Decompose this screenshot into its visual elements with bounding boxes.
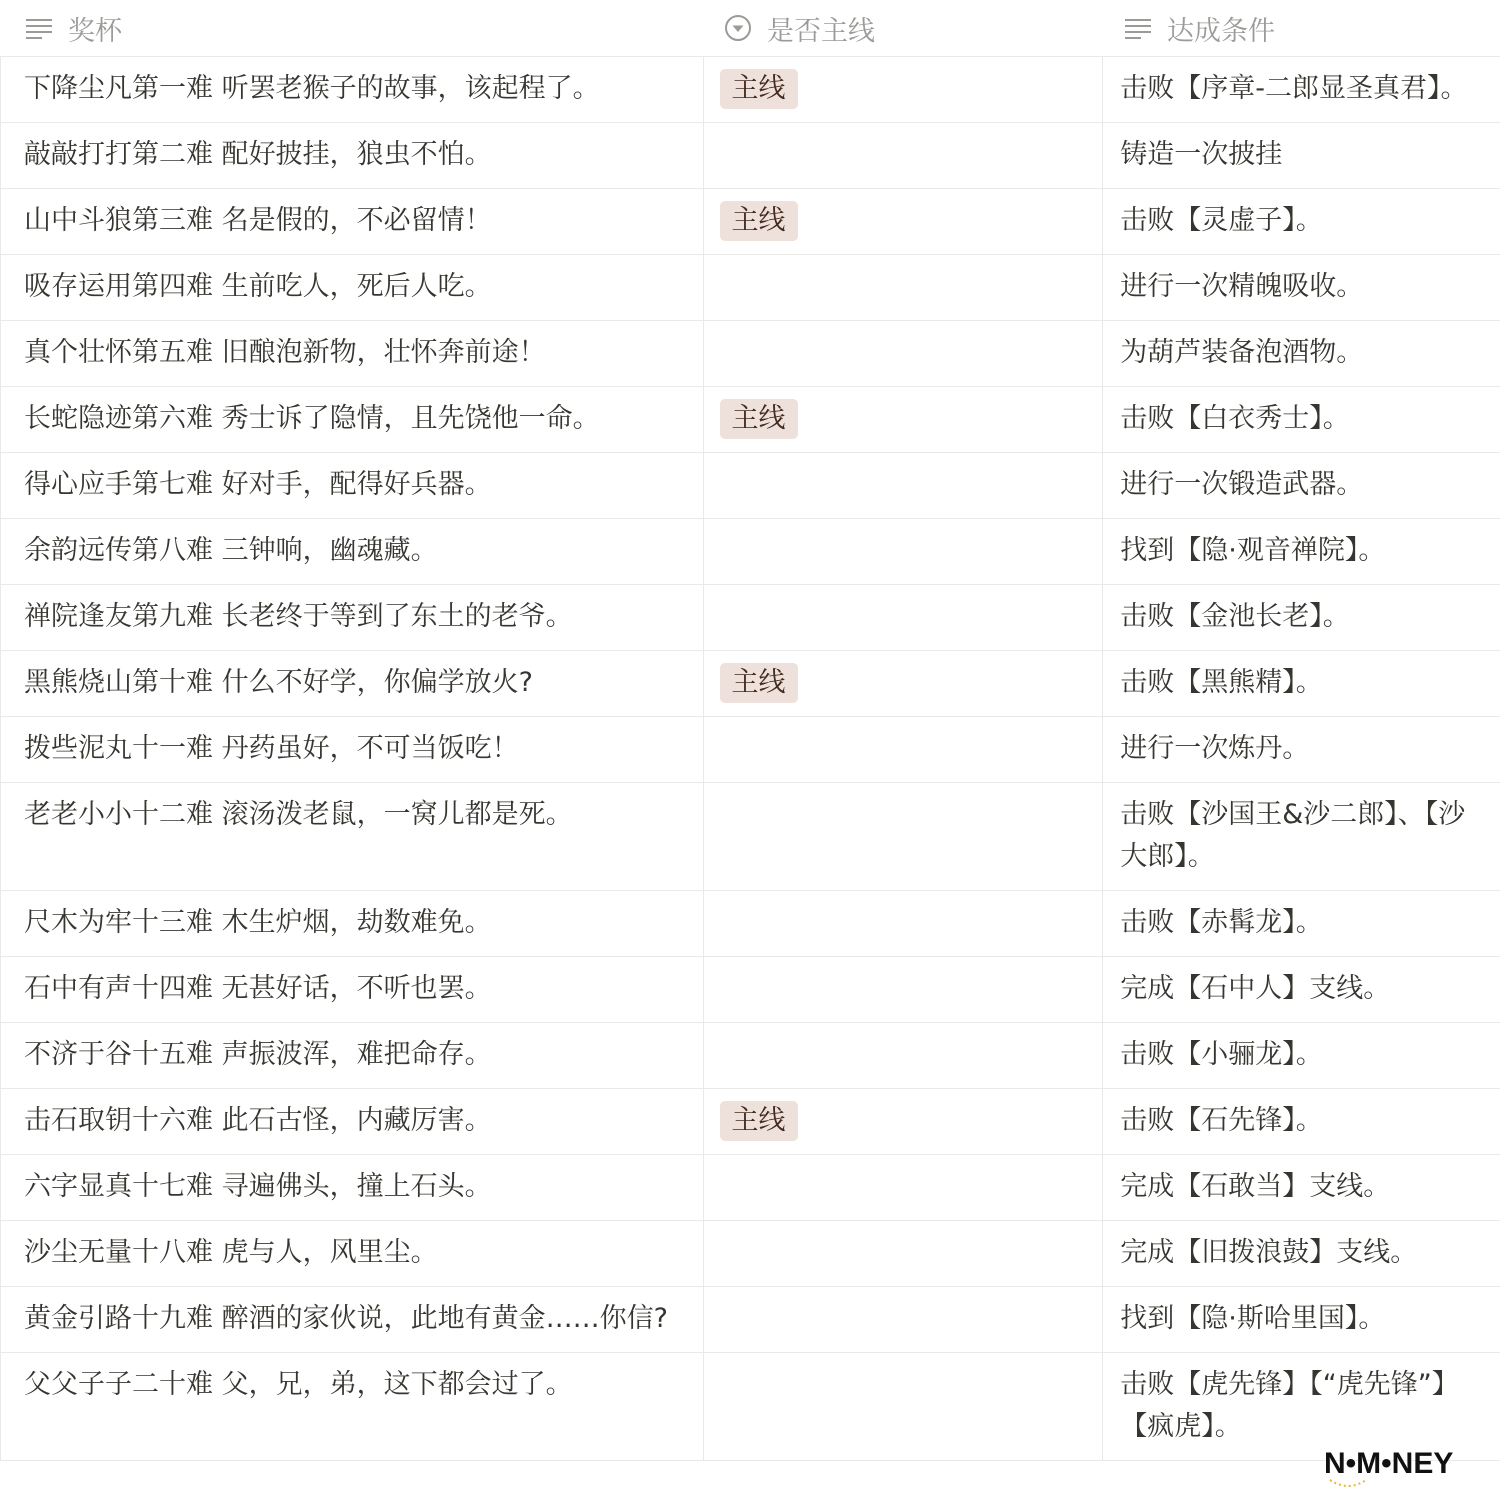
table-row[interactable]	[0, 255, 1500, 321]
main-quest-cell[interactable]	[704, 891, 1104, 956]
main-quest-cell[interactable]	[704, 1353, 1104, 1460]
trophy-cell[interactable]: 六字显真十七难 寻遍佛头，撞上石头。	[1, 1155, 704, 1220]
condition-cell[interactable]: 进行一次锻造武器。	[1120, 469, 1364, 500]
table-row[interactable]	[0, 1221, 1500, 1287]
watermark-dots-icon	[1328, 1478, 1368, 1490]
table-row[interactable]	[0, 387, 1500, 453]
trophy-cell[interactable]: 黄金引路十九难 醉酒的家伙说，此地有黄金……你信?	[1, 1287, 704, 1352]
text-lines-icon	[24, 13, 54, 43]
main-quest-cell[interactable]	[704, 783, 1104, 890]
condition-cell[interactable]: 击败【序章-二郎显圣真君】。	[1120, 73, 1468, 104]
main-quest-tag: 主线	[720, 399, 798, 439]
trophy-cell[interactable]: 得心应手第七难 好对手，配得好兵器。	[1, 453, 704, 518]
column-header-label: 达成条件	[1167, 15, 1275, 47]
table-row[interactable]	[0, 1023, 1500, 1089]
main-quest-tag: 主线	[720, 201, 798, 241]
condition-cell[interactable]: 击败【小骊龙】。	[1120, 1039, 1323, 1070]
table-row[interactable]	[0, 1353, 1500, 1461]
main-quest-cell[interactable]	[704, 957, 1104, 1022]
condition-cell[interactable]: 找到【隐·斯哈里国】。	[1120, 1303, 1386, 1334]
trophy-cell[interactable]: 敲敲打打第二难 配好披挂，狼虫不怕。	[1, 123, 704, 188]
table-row[interactable]	[0, 1287, 1500, 1353]
table-body	[0, 57, 1500, 1461]
table-row[interactable]	[0, 957, 1500, 1023]
condition-cell[interactable]: 击败【金池长老】。	[1120, 601, 1350, 632]
table-row[interactable]	[0, 189, 1500, 255]
column-header-label: 奖杯	[68, 15, 122, 47]
main-quest-cell[interactable]	[704, 1089, 1104, 1154]
table-row[interactable]	[0, 783, 1500, 891]
condition-cell[interactable]: 找到【隐·观音禅院】。	[1120, 535, 1386, 566]
trophy-cell[interactable]: 余韵远传第八难 三钟响，幽魂藏。	[1, 519, 704, 584]
watermark-logo: N•M•NEY	[1324, 1447, 1454, 1480]
table-row[interactable]	[0, 57, 1500, 123]
trophy-cell[interactable]: 长蛇隐迹第六难 秀士诉了隐情，且先饶他一命。	[1, 387, 704, 452]
condition-cell[interactable]: 击败【赤髯龙】。	[1120, 907, 1323, 938]
condition-cell[interactable]: 完成【石敢当】支线。	[1120, 1171, 1391, 1202]
trophy-cell[interactable]: 沙尘无量十八难 虎与人，风里尘。	[1, 1221, 704, 1286]
table-row[interactable]	[0, 123, 1500, 189]
trophy-cell[interactable]: 老老小小十二难 滚汤泼老鼠，一窝儿都是死。	[1, 783, 704, 890]
condition-cell[interactable]: 进行一次炼丹。	[1120, 733, 1310, 764]
trophy-cell[interactable]: 黑熊烧山第十难 什么不好学，你偏学放火?	[1, 651, 704, 716]
table-header	[0, 0, 1500, 57]
table-row[interactable]	[0, 891, 1500, 957]
table-row[interactable]	[0, 321, 1500, 387]
trophy-cell[interactable]: 石中有声十四难 无甚好话，不听也罢。	[1, 957, 704, 1022]
main-quest-tag: 主线	[720, 663, 798, 703]
table-row[interactable]	[0, 1089, 1500, 1155]
main-quest-cell[interactable]	[704, 255, 1104, 320]
column-header-main-quest[interactable]	[703, 0, 1103, 56]
table-row[interactable]	[0, 651, 1500, 717]
condition-cell[interactable]: 进行一次精魄吸收。	[1120, 271, 1364, 302]
text-lines-icon	[1123, 13, 1153, 43]
trophy-cell[interactable]: 尺木为牢十三难 木生炉烟，劫数难免。	[1, 891, 704, 956]
column-header-condition[interactable]	[1103, 0, 1500, 56]
main-quest-cell[interactable]	[704, 1287, 1104, 1352]
table-row[interactable]	[0, 1155, 1500, 1221]
condition-cell[interactable]: 击败【虎先锋】【“虎先锋”】【疯虎】。	[1120, 1369, 1459, 1442]
trophy-cell[interactable]: 真个壮怀第五难 旧酿泡新物，壮怀奔前途！	[1, 321, 704, 386]
select-property-icon	[723, 13, 753, 43]
main-quest-cell[interactable]	[704, 651, 1104, 716]
condition-cell[interactable]: 击败【石先锋】。	[1120, 1105, 1323, 1136]
trophy-cell[interactable]: 拨些泥丸十一难 丹药虽好，不可当饭吃！	[1, 717, 704, 782]
main-quest-cell[interactable]	[704, 189, 1104, 254]
main-quest-tag: 主线	[720, 69, 798, 109]
main-quest-cell[interactable]	[704, 123, 1104, 188]
main-quest-cell[interactable]	[704, 453, 1104, 518]
column-header-trophy[interactable]	[0, 0, 703, 56]
trophy-cell[interactable]: 父父子子二十难 父，兄，弟，这下都会过了。	[1, 1353, 704, 1460]
table-row[interactable]	[0, 519, 1500, 585]
column-header-label: 是否主线	[767, 15, 875, 47]
trophy-cell[interactable]: 禅院逢友第九难 长老终于等到了东土的老爷。	[1, 585, 704, 650]
main-quest-cell[interactable]	[704, 1023, 1104, 1088]
main-quest-cell[interactable]	[704, 519, 1104, 584]
table-row[interactable]	[0, 717, 1500, 783]
trophy-cell[interactable]: 不济于谷十五难 声振波浑，难把命存。	[1, 1023, 704, 1088]
main-quest-cell[interactable]	[704, 1155, 1104, 1220]
condition-cell[interactable]: 击败【沙国王&沙二郎】、【沙大郎】。	[1120, 799, 1466, 872]
condition-cell[interactable]: 击败【黑熊精】。	[1120, 667, 1323, 698]
main-quest-cell[interactable]	[704, 57, 1104, 122]
main-quest-cell[interactable]	[704, 585, 1104, 650]
trophy-cell[interactable]: 吸存运用第四难 生前吃人，死后人吃。	[1, 255, 704, 320]
table-row[interactable]	[0, 453, 1500, 519]
condition-cell[interactable]: 完成【石中人】支线。	[1120, 973, 1391, 1004]
trophy-cell[interactable]: 下降尘凡第一难 听罢老猴子的故事，该起程了。	[1, 57, 704, 122]
trophy-cell[interactable]: 山中斗狼第三难 名是假的，不必留情！	[1, 189, 704, 254]
main-quest-cell[interactable]	[704, 717, 1104, 782]
main-quest-tag: 主线	[720, 1101, 798, 1141]
condition-cell[interactable]: 为葫芦装备泡酒物。	[1120, 337, 1364, 368]
main-quest-cell[interactable]	[704, 1221, 1104, 1286]
condition-cell[interactable]: 完成【旧拨浪鼓】支线。	[1120, 1237, 1418, 1268]
table-row[interactable]	[0, 585, 1500, 651]
main-quest-cell[interactable]	[704, 321, 1104, 386]
condition-cell[interactable]: 铸造一次披挂	[1120, 139, 1283, 170]
main-quest-cell[interactable]	[704, 387, 1104, 452]
trophy-cell[interactable]: 击石取钥十六难 此石古怪，内藏厉害。	[1, 1089, 704, 1154]
condition-cell[interactable]: 击败【灵虚子】。	[1120, 205, 1323, 236]
condition-cell[interactable]: 击败【白衣秀士】。	[1120, 403, 1350, 434]
